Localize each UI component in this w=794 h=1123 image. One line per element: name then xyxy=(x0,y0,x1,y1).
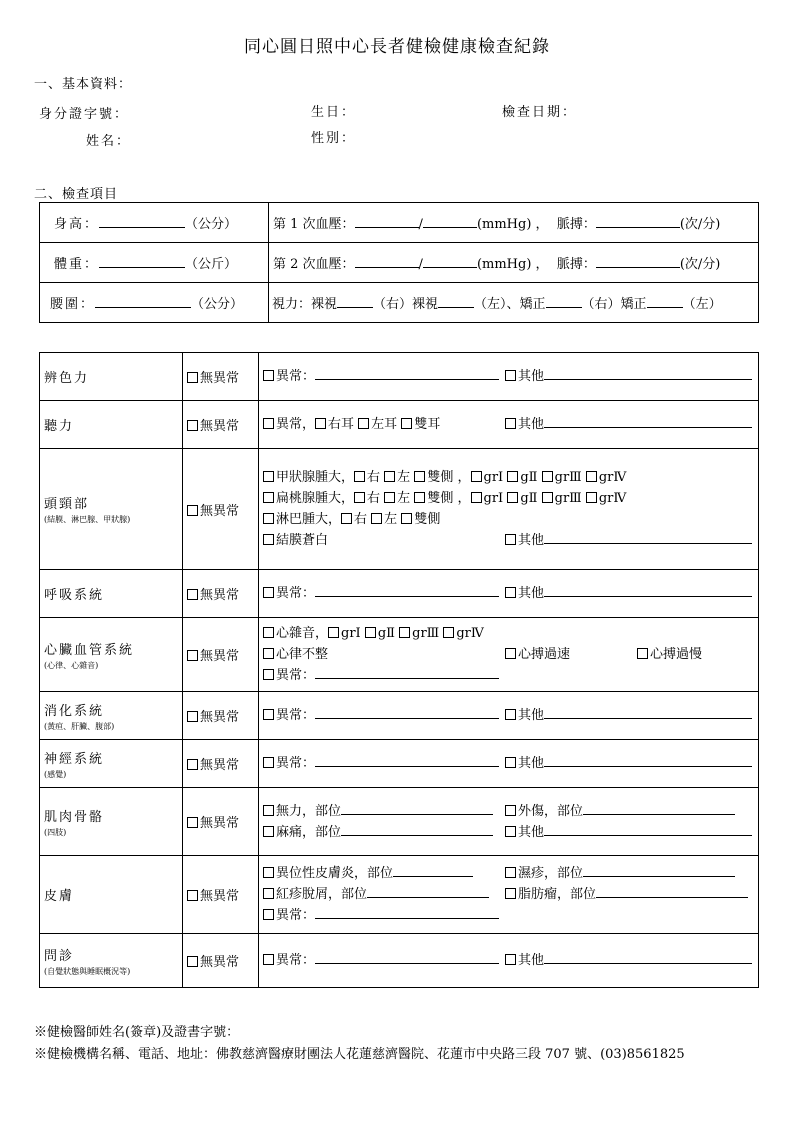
row-title: 呼吸系統 xyxy=(44,588,105,603)
row-subtitle: (感覺) xyxy=(44,769,67,779)
row-title: 皮膚 xyxy=(44,889,75,904)
detail-cell xyxy=(259,449,759,570)
eczema-label: 濕疹，部位 xyxy=(518,866,584,881)
other-field[interactable] xyxy=(544,415,752,428)
exam-table xyxy=(39,352,759,988)
other-label: 其他 xyxy=(518,824,545,840)
normal-cell xyxy=(183,692,259,740)
row-label xyxy=(40,449,183,570)
row-label xyxy=(40,788,183,856)
checkbox[interactable] xyxy=(263,909,274,920)
vision-left-corr-label: （左）、矯正 xyxy=(474,297,546,312)
psoriasis-field[interactable] xyxy=(367,885,489,898)
checkbox[interactable] xyxy=(263,888,274,899)
height-unit: （公分） xyxy=(185,217,238,232)
thyroid-label: 甲狀腺腫大， xyxy=(276,470,355,485)
detail-cell xyxy=(259,570,759,618)
comma: ， xyxy=(457,491,471,506)
waist-unit: （公分） xyxy=(191,297,244,312)
grade3-label: grⅢ xyxy=(554,491,582,506)
height-cell xyxy=(40,203,269,243)
checkbox[interactable] xyxy=(401,513,412,524)
detail-cell xyxy=(259,934,759,988)
vision-right2-label: （右）矯正 xyxy=(581,297,647,312)
abnormal-field[interactable] xyxy=(315,754,499,767)
numb-label: 麻痛，部位 xyxy=(276,824,342,840)
checkbox[interactable] xyxy=(187,650,198,661)
normal-label: 無異常 xyxy=(200,758,240,773)
bp2-sys-field[interactable] xyxy=(355,255,419,268)
checkbox[interactable] xyxy=(263,370,274,381)
checkbox[interactable] xyxy=(263,757,274,768)
pulse2-label: 脈搏： xyxy=(556,257,596,272)
checkbox[interactable] xyxy=(505,867,516,878)
grade4-label: grⅣ xyxy=(598,491,627,506)
pulse1-field[interactable] xyxy=(596,215,680,228)
waist-label: 腰圍： xyxy=(50,297,96,312)
normal-label: 無異常 xyxy=(200,649,240,664)
page-title: 同心圓日照中心長者健檢健康檢查紀錄 xyxy=(244,37,550,57)
checkbox[interactable] xyxy=(505,648,516,659)
row-subtitle: (結膜、淋巴腺、甲狀腺) xyxy=(44,515,131,524)
abnormal-field[interactable] xyxy=(315,951,499,964)
checkbox[interactable] xyxy=(471,471,482,482)
tachy-label: 心搏過速 xyxy=(518,647,571,662)
left-label: 左 xyxy=(384,512,398,527)
checkbox[interactable] xyxy=(542,471,553,482)
row-subtitle: (心律、心雜音) xyxy=(44,660,99,670)
abnormal-field[interactable] xyxy=(315,584,499,597)
checkbox[interactable] xyxy=(187,817,198,828)
both-ears-label: 雙耳 xyxy=(414,417,441,432)
normal-cell xyxy=(183,570,259,618)
left-ear-label: 左耳 xyxy=(371,417,398,432)
bp1-slash: / xyxy=(418,217,423,232)
eczema-field[interactable] xyxy=(583,864,735,877)
normal-cell xyxy=(183,740,259,788)
pale-label: 結膜蒼白 xyxy=(276,533,329,548)
abnormal-label: 異常： xyxy=(276,908,316,923)
bp1-dia-field[interactable] xyxy=(423,215,477,228)
abnormal-field[interactable] xyxy=(315,367,499,380)
row-subtitle: (四肢) xyxy=(44,827,67,837)
row-title: 肌肉骨骼 xyxy=(44,809,105,825)
row-interview xyxy=(40,934,759,988)
atopic-label: 異位性皮膚炎，部位 xyxy=(276,866,394,881)
other-field[interactable] xyxy=(544,951,752,964)
section2-heading: 二、檢查項目 xyxy=(34,187,119,202)
normal-cell xyxy=(183,401,259,449)
row-hearing xyxy=(40,401,759,449)
row-subtitle: (黃疸、肝臟、腹部) xyxy=(44,721,115,731)
other-label: 其他 xyxy=(518,756,545,771)
other-field[interactable] xyxy=(544,367,752,380)
checkbox[interactable] xyxy=(505,709,516,720)
row-title: 頭頸部 xyxy=(44,497,90,512)
trauma-field[interactable] xyxy=(583,802,735,815)
grade1-label: grⅠ xyxy=(341,626,361,641)
other-label: 其他 xyxy=(518,586,545,601)
abnormal-field[interactable] xyxy=(315,906,499,919)
right-label: 右 xyxy=(367,470,381,485)
vitals-table xyxy=(39,202,759,323)
checkbox[interactable] xyxy=(263,513,274,524)
checkbox[interactable] xyxy=(371,513,382,524)
abnormal-field[interactable] xyxy=(315,666,499,679)
weakness-label: 無力，部位 xyxy=(276,803,342,819)
checkbox[interactable] xyxy=(187,505,198,516)
exam-date-label: 檢查日期： xyxy=(502,105,578,120)
grade1-label: grⅠ xyxy=(483,470,504,485)
other-label: 其他 xyxy=(518,369,545,384)
checkbox[interactable] xyxy=(315,418,326,429)
vision-corr-left-field[interactable] xyxy=(647,295,683,308)
grade4-label: grⅣ xyxy=(456,626,484,641)
lipoma-label: 脂肪瘤，部位 xyxy=(518,887,597,902)
row-subtitle: (自覺狀態與睡眠概況等) xyxy=(44,966,131,976)
checkbox[interactable] xyxy=(365,627,376,638)
checkbox[interactable] xyxy=(505,370,516,381)
right-ear-label: 右耳 xyxy=(328,417,355,432)
vision-left2-label: （左） xyxy=(682,297,722,312)
checkbox[interactable] xyxy=(263,826,274,837)
weight-unit: （公斤） xyxy=(185,257,238,272)
checkbox[interactable] xyxy=(384,471,395,482)
row-label xyxy=(40,570,183,618)
abnormal-label: 異常： xyxy=(276,369,316,384)
bp2-unit: (mmHg) xyxy=(476,257,532,272)
bp1-comma: ， xyxy=(535,217,549,232)
vision-label: 視力：裸視 xyxy=(272,297,338,312)
abnormal-label: 異常： xyxy=(276,586,316,601)
both-label: 雙側 xyxy=(414,512,441,527)
other-field[interactable] xyxy=(544,754,752,767)
checkbox[interactable] xyxy=(401,418,412,429)
comma: ， xyxy=(457,470,471,485)
checkbox[interactable] xyxy=(637,648,648,659)
row-label xyxy=(40,692,183,740)
other-field[interactable] xyxy=(544,531,752,544)
normal-label: 無異常 xyxy=(200,955,240,970)
other-label: 其他 xyxy=(518,417,545,432)
bp1-sys-field[interactable] xyxy=(355,215,419,228)
row-label xyxy=(40,353,183,401)
row-label xyxy=(40,740,183,788)
checkbox[interactable] xyxy=(263,471,274,482)
normal-label: 無異常 xyxy=(200,371,240,386)
bp1-unit: (mmHg) xyxy=(476,217,532,232)
row-respiratory xyxy=(40,570,759,618)
row-label xyxy=(40,618,183,692)
checkbox[interactable] xyxy=(505,587,516,598)
checkbox[interactable] xyxy=(384,492,395,503)
checkbox[interactable] xyxy=(471,492,482,503)
checkbox[interactable] xyxy=(414,471,425,482)
grade3-label: grⅢ xyxy=(554,470,582,485)
checkbox[interactable] xyxy=(399,627,410,638)
checkbox[interactable] xyxy=(505,534,516,545)
checkbox[interactable] xyxy=(505,418,516,429)
normal-label: 無異常 xyxy=(200,419,240,434)
vision-right-label: （右）裸視 xyxy=(373,297,439,312)
grade3-label: grⅢ xyxy=(412,626,440,641)
checkbox[interactable] xyxy=(507,471,518,482)
vision-naked-right-field[interactable] xyxy=(337,295,373,308)
doctor-signature-line: ※健檢醫師姓名(簽章)及證書字號： xyxy=(34,1025,240,1040)
both-label: 雙側 xyxy=(427,470,454,485)
weakness-field[interactable] xyxy=(341,802,493,815)
abnormal-label: 異常： xyxy=(276,756,316,771)
abnormal-label: 異常： xyxy=(276,668,316,683)
tonsil-label: 扁桃腺腫大， xyxy=(276,491,355,506)
right-label: 右 xyxy=(354,512,368,527)
checkbox[interactable] xyxy=(263,534,274,545)
right-label: 右 xyxy=(367,491,381,506)
checkbox[interactable] xyxy=(354,471,365,482)
name-label: 姓名： xyxy=(86,134,132,149)
checkbox[interactable] xyxy=(586,471,597,482)
checkbox[interactable] xyxy=(263,954,274,965)
abnormal-field[interactable] xyxy=(315,706,499,719)
height-label: 身高： xyxy=(54,217,100,232)
checkbox[interactable] xyxy=(187,420,198,431)
row-label xyxy=(40,401,183,449)
checkbox[interactable] xyxy=(187,759,198,770)
checkbox[interactable] xyxy=(414,492,425,503)
normal-label: 無異常 xyxy=(200,588,240,603)
grade1-label: grⅠ xyxy=(483,491,504,506)
checkbox[interactable] xyxy=(187,956,198,967)
weight-label: 體重： xyxy=(54,257,100,272)
bp2-label: 第 2 次血壓： xyxy=(273,257,355,272)
waist-field[interactable] xyxy=(95,295,191,308)
lymph-label: 淋巴腫大， xyxy=(276,512,342,527)
checkbox[interactable] xyxy=(507,492,518,503)
checkbox[interactable] xyxy=(263,867,274,878)
bp2-dia-field[interactable] xyxy=(423,255,477,268)
vision-naked-left-field[interactable] xyxy=(438,295,474,308)
row-title: 神經系統 xyxy=(44,751,105,767)
weight-cell xyxy=(40,243,269,283)
checkbox[interactable] xyxy=(263,492,274,503)
checkbox[interactable] xyxy=(505,757,516,768)
normal-label: 無異常 xyxy=(200,889,240,904)
row-musculo xyxy=(40,788,759,856)
row-digestive xyxy=(40,692,759,740)
bp2-comma: ， xyxy=(535,257,549,272)
arrhythmia-label: 心律不整 xyxy=(276,647,329,662)
row-title: 聽力 xyxy=(44,419,75,434)
row-title: 心臟血管系統 xyxy=(44,642,135,658)
checkbox[interactable] xyxy=(328,627,339,638)
other-label: 其他 xyxy=(518,953,545,968)
checkbox[interactable] xyxy=(263,587,274,598)
grade2-label: gⅡ xyxy=(520,470,538,485)
detail-cell xyxy=(259,788,759,856)
row-label xyxy=(40,856,183,934)
checkbox[interactable] xyxy=(358,418,369,429)
normal-cell xyxy=(183,856,259,934)
waist-cell xyxy=(40,283,269,323)
row-title: 辨色力 xyxy=(44,371,90,386)
pulse2-unit: (次/分) xyxy=(679,257,721,272)
section1-heading: 一、基本資料： xyxy=(34,77,133,92)
detail-cell xyxy=(259,618,759,692)
bp2-cell xyxy=(269,243,759,283)
checkbox[interactable] xyxy=(263,648,274,659)
normal-cell xyxy=(183,618,259,692)
checkbox[interactable] xyxy=(187,890,198,901)
bp1-cell xyxy=(269,203,759,243)
normal-cell xyxy=(183,449,259,570)
gender-label: 性別： xyxy=(311,131,357,146)
other-field[interactable] xyxy=(544,706,752,719)
lipoma-field[interactable] xyxy=(596,885,748,898)
bp2-slash: / xyxy=(418,257,423,272)
detail-cell xyxy=(259,856,759,934)
left-label: 左 xyxy=(397,470,411,485)
checkbox[interactable] xyxy=(505,888,516,899)
grade4-label: grⅣ xyxy=(598,470,627,485)
detail-cell xyxy=(259,401,759,449)
row-head-neck xyxy=(40,449,759,570)
birth-label: 生日： xyxy=(311,105,357,120)
pulse1-unit: (次/分) xyxy=(679,217,721,232)
row-title: 問診 xyxy=(44,948,75,964)
checkbox[interactable] xyxy=(354,492,365,503)
vision-cell xyxy=(269,283,759,323)
normal-cell xyxy=(183,934,259,988)
pulse1-label: 脈搏： xyxy=(556,217,596,232)
checkbox[interactable] xyxy=(187,372,198,383)
row-nervous xyxy=(40,740,759,788)
normal-label: 無異常 xyxy=(200,816,240,831)
bp1-label: 第 1 次血壓： xyxy=(273,217,355,232)
checkbox[interactable] xyxy=(263,627,274,638)
checkbox[interactable] xyxy=(505,805,516,816)
detail-cell xyxy=(259,353,759,401)
both-label: 雙側 xyxy=(427,491,454,506)
checkbox[interactable] xyxy=(505,954,516,965)
trauma-label: 外傷，部位 xyxy=(518,803,584,819)
checkbox[interactable] xyxy=(263,418,274,429)
abnormal-label: 異常， xyxy=(276,417,316,432)
checkbox[interactable] xyxy=(542,492,553,503)
id-label: 身分證字號： xyxy=(39,107,130,122)
normal-label: 無異常 xyxy=(200,503,240,519)
normal-label: 無異常 xyxy=(200,710,240,725)
row-label xyxy=(40,934,183,988)
grade2-label: gⅡ xyxy=(520,491,538,506)
normal-cell xyxy=(183,788,259,856)
checkbox[interactable] xyxy=(263,805,274,816)
checkbox[interactable] xyxy=(586,492,597,503)
checkbox[interactable] xyxy=(187,711,198,722)
left-label: 左 xyxy=(397,491,411,506)
detail-cell xyxy=(259,740,759,788)
pulse2-field[interactable] xyxy=(596,255,680,268)
checkbox[interactable] xyxy=(263,669,274,680)
institution-line: ※健檢機構名稱、電話、地址：佛教慈濟醫療財團法人花蓮慈濟醫院、花蓮市中央路三段 707 號、(03)8561825 xyxy=(34,1047,685,1062)
psoriasis-label: 紅疹脫屑，部位 xyxy=(276,887,368,902)
row-title: 消化系統 xyxy=(44,703,105,719)
detail-cell xyxy=(259,692,759,740)
brady-label: 心搏過慢 xyxy=(650,647,703,662)
normal-cell xyxy=(183,353,259,401)
murmur-label: 心雜音， xyxy=(276,626,329,641)
checkbox[interactable] xyxy=(263,709,274,720)
checkbox[interactable] xyxy=(341,513,352,524)
abnormal-label: 異常： xyxy=(276,953,316,968)
row-color-vision xyxy=(40,353,759,401)
atopic-field[interactable] xyxy=(393,864,473,877)
height-field[interactable] xyxy=(99,215,185,228)
abnormal-label: 異常： xyxy=(276,708,316,723)
row-skin xyxy=(40,856,759,934)
checkbox[interactable] xyxy=(505,826,516,837)
weight-field[interactable] xyxy=(99,255,185,268)
row-cardio xyxy=(40,618,759,692)
other-label: 其他 xyxy=(518,533,545,548)
vision-corr-right-field[interactable] xyxy=(546,295,582,308)
other-field[interactable] xyxy=(544,584,752,597)
numb-field[interactable] xyxy=(341,823,493,836)
grade2-label: gⅡ xyxy=(377,626,395,641)
checkbox[interactable] xyxy=(187,589,198,600)
other-field[interactable] xyxy=(544,823,752,836)
other-label: 其他 xyxy=(518,708,545,723)
checkbox[interactable] xyxy=(443,627,454,638)
